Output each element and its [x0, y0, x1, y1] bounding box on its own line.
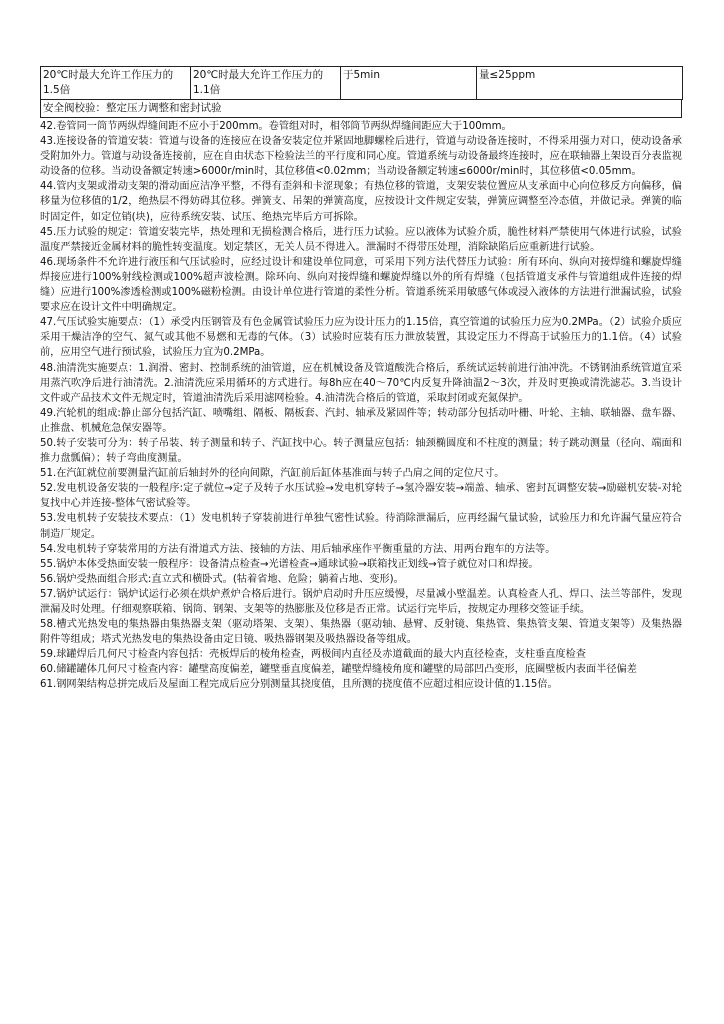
document-page [40, 66, 682, 693]
list-item: 51.在汽缸就位前要测量汽缸前后轴封外的径向间隙，汽缸前后缸体基准面与转子凸肩之间的定位尺寸。 [40, 468, 505, 480]
list-item: 58.槽式光热发电的集热器由集热器支架（驱动塔架、支架）、集热器（驱动轴、悬臂、反射镜、集热管、集热管支架、管道支架等）及集热器附件等组成；塔式光热发电的集热设备由定日镜、吸热器钢架及吸热器设备等组成。 [40, 619, 682, 646]
test-requirements-table [40, 66, 683, 100]
list-item: 55.锅炉本体受热面安装一般程序：设备清点检查→光谱检查→通球试验→联箱找正划线→管子就位对口和焊接。 [40, 558, 539, 570]
list-item: 42.卷管同一筒节两纵焊缝间距不应小于200mm。卷管组对时，相邻筒节两纵焊缝间距应大于100mm。 [40, 121, 512, 132]
list-item: 48.油清洗实施要点：1.润滑、密封、控制系统的油管道，应在机械设备及管道酸洗合格后，系统试运转前进行油冲洗。不锈钢油系统管道宜采用蒸汽吹净后进行油清洗。2.油清洗应采用循环的方式进行。每8h应在40～70℃内反复升降油温2～3次，并及时更换或清洗滤芯。3.当设计文件或产品技术文件无规定时，管道油清洗后采用滤网检验。4.油清洗合格后的管道，采取封闭或充氮保护。 [40, 362, 682, 404]
list-item: 47.气压试验实施要点：（1）承受内压钢管及有色金属管试验压力应为设计压力的1.15倍，真空管道的试验压力应为0.2MPa。（2）试验介质应采用干燥洁净的空气、氮气或其他不易燃和无毒的气体。（3）试验时应装有压力泄放装置，其设定压力不得高于试验压力的1.1倍。（4）试验前，应用空气进行预试验，试验压力宜为0.2MPa。 [40, 317, 682, 359]
table-cell: 量≤25ppm [477, 67, 683, 100]
list-item: 60.储罐罐体几何尺寸检查内容：罐壁高度偏差，罐壁垂直度偏差，罐壁焊缝棱角度和罐壁的局部凹凸变形，底圈壁板内表面半径偏差 [40, 664, 637, 676]
list-item: 46.现场条件不允许进行液压和气压试验时，应经过设计和建设单位同意，可采用下列方法代替压力试验：所有环向、纵向对接焊缝和螺旋焊缝焊接应进行100%射线检测或100%超声波检测。除环向、纵向对接焊缝和螺旋焊缝以外的所有焊缝（包括管道支承件与管道组成件连接的焊缝）应进行100%渗透检测或100%磁粉检测。由设计单位进行管道的柔性分析。管道系统采用敏感气体或浸入液体的方法进行泄漏试验，试验要求应在设计文件中明确规定。 [40, 256, 682, 314]
list-item: 44.管内支架或滑动支架的滑动面应洁净平整，不得有歪斜和卡涩现象；有热位移的管道，支架安装位置应从支承面中心向位移反方向偏移，偏移量为位移值的1/2，绝热层不得妨碍其位移。弹簧支、吊架的弹簧高度，应按设计文件规定安装，弹簧应调整至冷态值，并做记录。弹簧的临时固定件，如定位销(块)，应待系统安装、试压、绝热完毕后方可拆除。 [40, 181, 682, 223]
list-item: 53.发电机转子安装技术要点：（1）发电机转子穿装前进行单独气密性试验。待消除泄漏后，应再经漏气量试验，试验压力和允许漏气量应符合制造厂规定。 [40, 513, 682, 540]
list-item: 52.发电机设备安装的一般程序:定子就位→定子及转子水压试验→发电机穿转子→氢冷器安装→端盖、轴承、密封瓦调整安装→励磁机安装-对轮复找中心并连接-整体气密试验等。 [40, 483, 682, 510]
numbered-items [40, 119, 682, 693]
list-item: 57.锅炉试运行：锅炉试运行必须在烘炉煮炉合格后进行。锅炉启动时升压应缓慢，尽量减小壁温差。认真检查人孔、焊口、法兰等部件，发现泄漏及时处理。仔细观察联箱、锅筒、钢架、支架等的热膨胀及位移是否正常。试运行完毕后，按规定办理移交签证手续。 [40, 588, 682, 615]
list-item: 43.连接设备的管道安装：管道与设备的连接应在设备安装定位并紧固地脚螺栓后进行，管道与动设备连接时，不得采用强力对口，使动设备承受附加外力。管道与动设备连接前，应在自由状态下检验法兰的平行度和同心度。管道系统与动设备最终连接时，应在联轴器上架设百分表监视动设备的位移。当动设备额定转速>6000r/min时，其位移值<0.02mm；当动设备额定转速≤6000r/min时，其位移值<0.05mm。 [40, 136, 682, 178]
table-cell: 20℃时最大允许工作压力的1.5倍 [41, 67, 191, 100]
list-item: 56.锅炉受热面组合形式:直立式和横卧式。(牯着省地、危险；躺着占地、变形)。 [40, 573, 404, 585]
table-row-safety-valve: 安全阀校验：整定压力调整和密封试验 [40, 100, 682, 118]
table-row [41, 67, 683, 100]
list-item: 54.发电机转子穿装常用的方法有滑道式方法、接轴的方法、用后轴承座作平衡重量的方法、用两台跑车的方法等。 [40, 543, 556, 555]
list-item: 61.钢网架结构总拼完成后及屋面工程完成后应分别测量其挠度值，且所测的挠度值不应超过相应设计值的1.15倍。 [40, 679, 558, 691]
table-cell: 20℃时最大允许工作压力的1.1倍 [191, 67, 341, 100]
list-item: 59.球罐焊后几何尺寸检查内容包括：壳板焊后的棱角检查，两极间内直径及赤道截面的最大内直径检查，支柱垂直度检查 [40, 649, 586, 661]
table-cell: 于5min [341, 67, 477, 100]
list-item: 45.压力试验的规定：管道安装完毕，热处理和无损检测合格后，进行压力试验。应以液体为试验介质，脆性材料严禁使用气体进行试验，试验温度严禁接近金属材料的脆性转变温度。划定禁区，无关人员不得进入。泄漏时不得带压处理，消除缺陷后应重新进行试验。 [40, 226, 682, 253]
list-item: 50.转子安装可分为：转子吊装、转子测量和转子、汽缸找中心。转子测量应包括：轴颈椭圆度和不柱度的测量；转子跳动测量（径向、端面和推力盘瓢偏）；转子弯曲度测量。 [40, 437, 682, 465]
list-item: 49.汽轮机的组成:静止部分包括汽缸、喷嘴组、隔板、隔板套、汽封、轴承及紧固件等；转动部分包括动叶栅、叶轮、主轴、联轴器、盘车器、止推盘、机械危急保安器等。 [40, 407, 682, 434]
